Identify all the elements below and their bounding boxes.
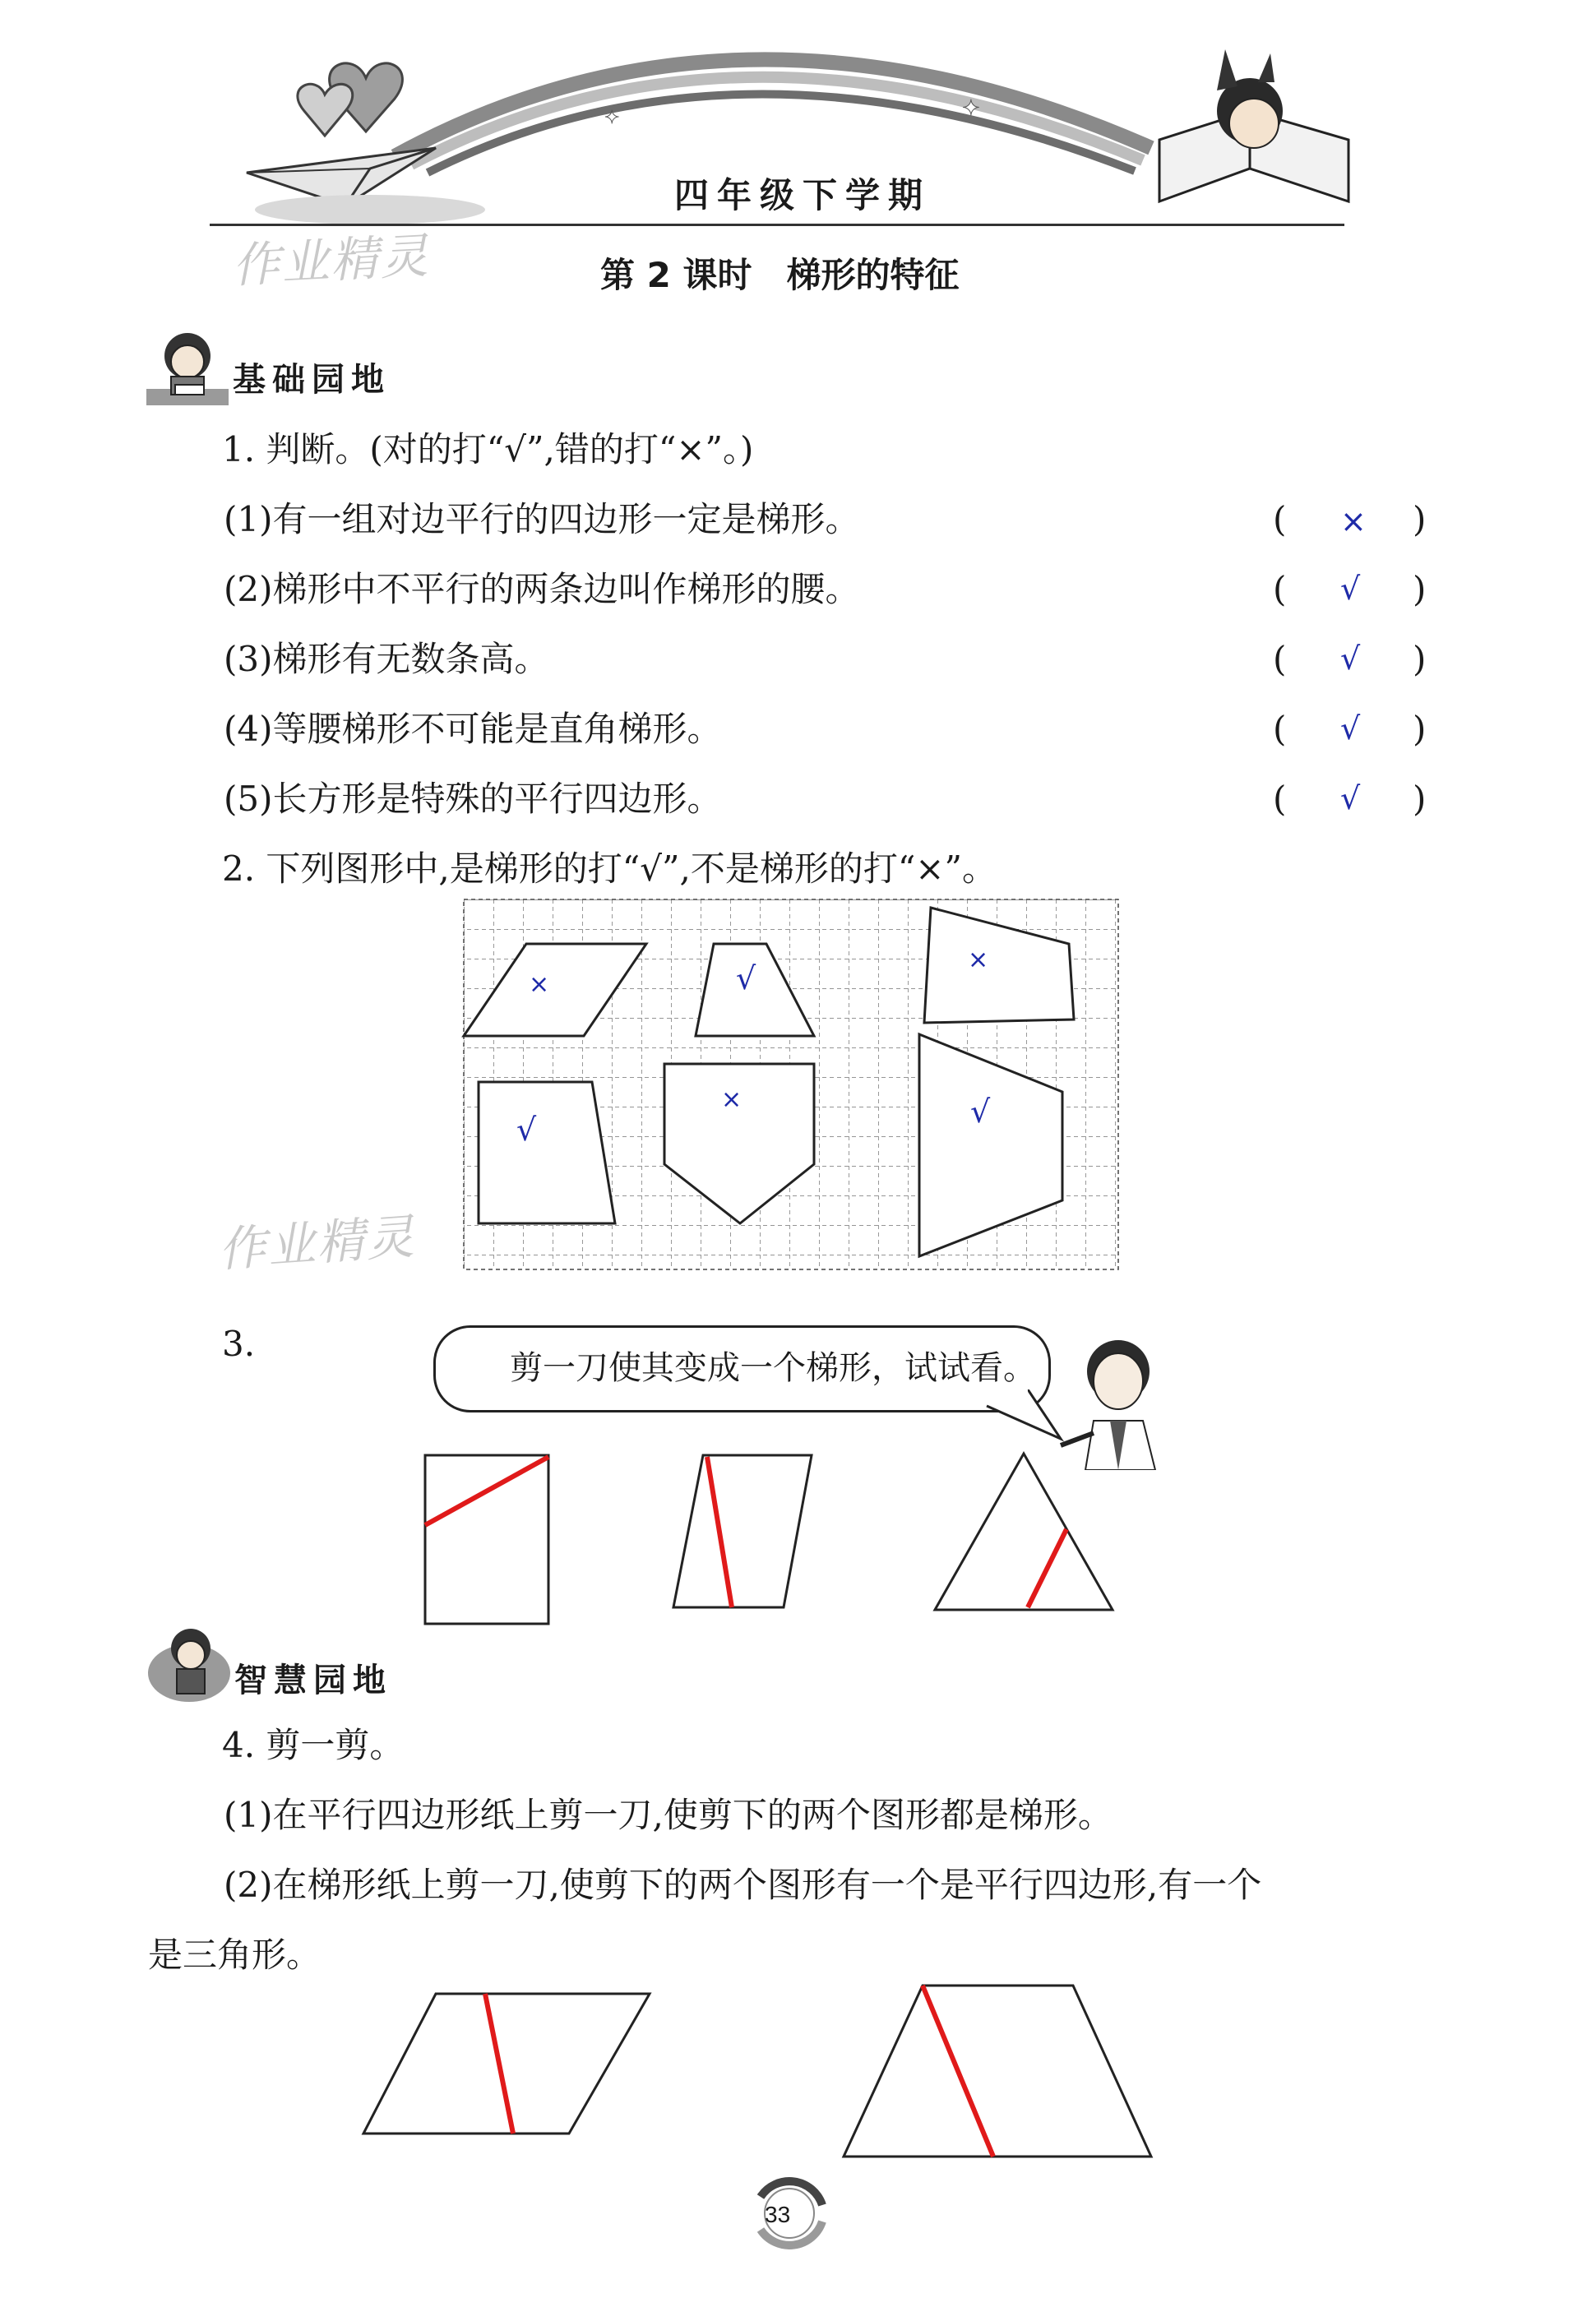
q4-shapes-figure [354, 1977, 1159, 2166]
answer-paren-close: ) [1413, 639, 1427, 679]
q2-mark-2: √ [736, 960, 756, 996]
q1-item-3: (3)梯形有无数条高。 [224, 639, 549, 679]
lesson-title: 第 2 课时 梯形的特征 [600, 255, 960, 295]
q3-shapes-figure [415, 1447, 1122, 1632]
answer-paren-close: ) [1413, 709, 1427, 749]
answer-mark: √ [1340, 780, 1361, 816]
q3-rectangle [425, 1455, 548, 1624]
grade-title: 四年级下学期 [674, 175, 932, 215]
q3-triangle [935, 1454, 1113, 1610]
q1-item-1: (1)有一组对边平行的四边形一定是梯形。 [224, 499, 860, 539]
answer-paren-open: ( [1273, 499, 1287, 539]
answer-mark: × [1340, 503, 1367, 539]
answer-paren-close: ) [1413, 779, 1427, 819]
section-title-basic: 基础园地 [233, 361, 391, 399]
answer-mark: √ [1340, 710, 1361, 747]
page-number: 33 [765, 2202, 791, 2227]
q1-item-2: (2)梯形中不平行的两条边叫作梯形的腰。 [224, 569, 860, 609]
watermark: 作业精灵 [230, 227, 431, 294]
answer-paren-open: ( [1273, 569, 1287, 609]
q1-item-4: (4)等腰梯形不可能是直角梯形。 [224, 709, 722, 749]
q4-trapezoid [844, 1986, 1151, 2157]
shape-grid-figure [460, 895, 1123, 1273]
q1-item-5: (5)长方形是特殊的平行四边形。 [224, 779, 722, 819]
speech-bubble-text: 剪一刀使其变成一个梯形，试试看。 [510, 1349, 1036, 1387]
shape-right-trapezoid [479, 1082, 615, 1223]
watermark: 作业精灵 [216, 1208, 418, 1278]
answer-mark: √ [1340, 571, 1361, 607]
q2-stem: 2. 下列图形中,是梯形的打“√”,不是梯形的打“×”。 [222, 848, 997, 889]
q4-part2-line2: 是三角形。 [148, 1935, 322, 1975]
q2-mark-6: √ [970, 1093, 991, 1130]
boy-thinking-icon [148, 1624, 230, 1702]
q3-number: 3. [222, 1324, 256, 1364]
section-title-wisdom: 智慧园地 [234, 1662, 392, 1699]
answer-paren-close: ) [1413, 499, 1427, 539]
q2-mark-1: × [529, 970, 550, 999]
girl-reading-icon [146, 327, 229, 405]
q3-parallelogram [673, 1455, 812, 1607]
q2-mark-3: × [968, 945, 989, 974]
q1-stem: 1. 判断。(对的打“√”,错的打“×”。) [222, 429, 754, 469]
answer-paren-open: ( [1273, 779, 1287, 819]
q2-mark-4: √ [516, 1112, 537, 1148]
svg-text:✦: ✦ [604, 108, 620, 128]
q4-stem: 4. 剪一剪。 [222, 1725, 405, 1765]
svg-text:✦: ✦ [962, 96, 980, 121]
q4-part2-line1: (2)在梯形纸上剪一刀,使剪下的两个图形有一个是平行四边形,有一个 [224, 1865, 1262, 1905]
answer-paren-close: ) [1413, 569, 1427, 609]
answer-paren-open: ( [1273, 639, 1287, 679]
answer-paren-open: ( [1273, 709, 1287, 749]
answer-mark: √ [1340, 640, 1361, 677]
q2-mark-5: × [721, 1085, 742, 1114]
q4-part1: (1)在平行四边形纸上剪一刀,使剪下的两个图形都是梯形。 [224, 1795, 1113, 1835]
